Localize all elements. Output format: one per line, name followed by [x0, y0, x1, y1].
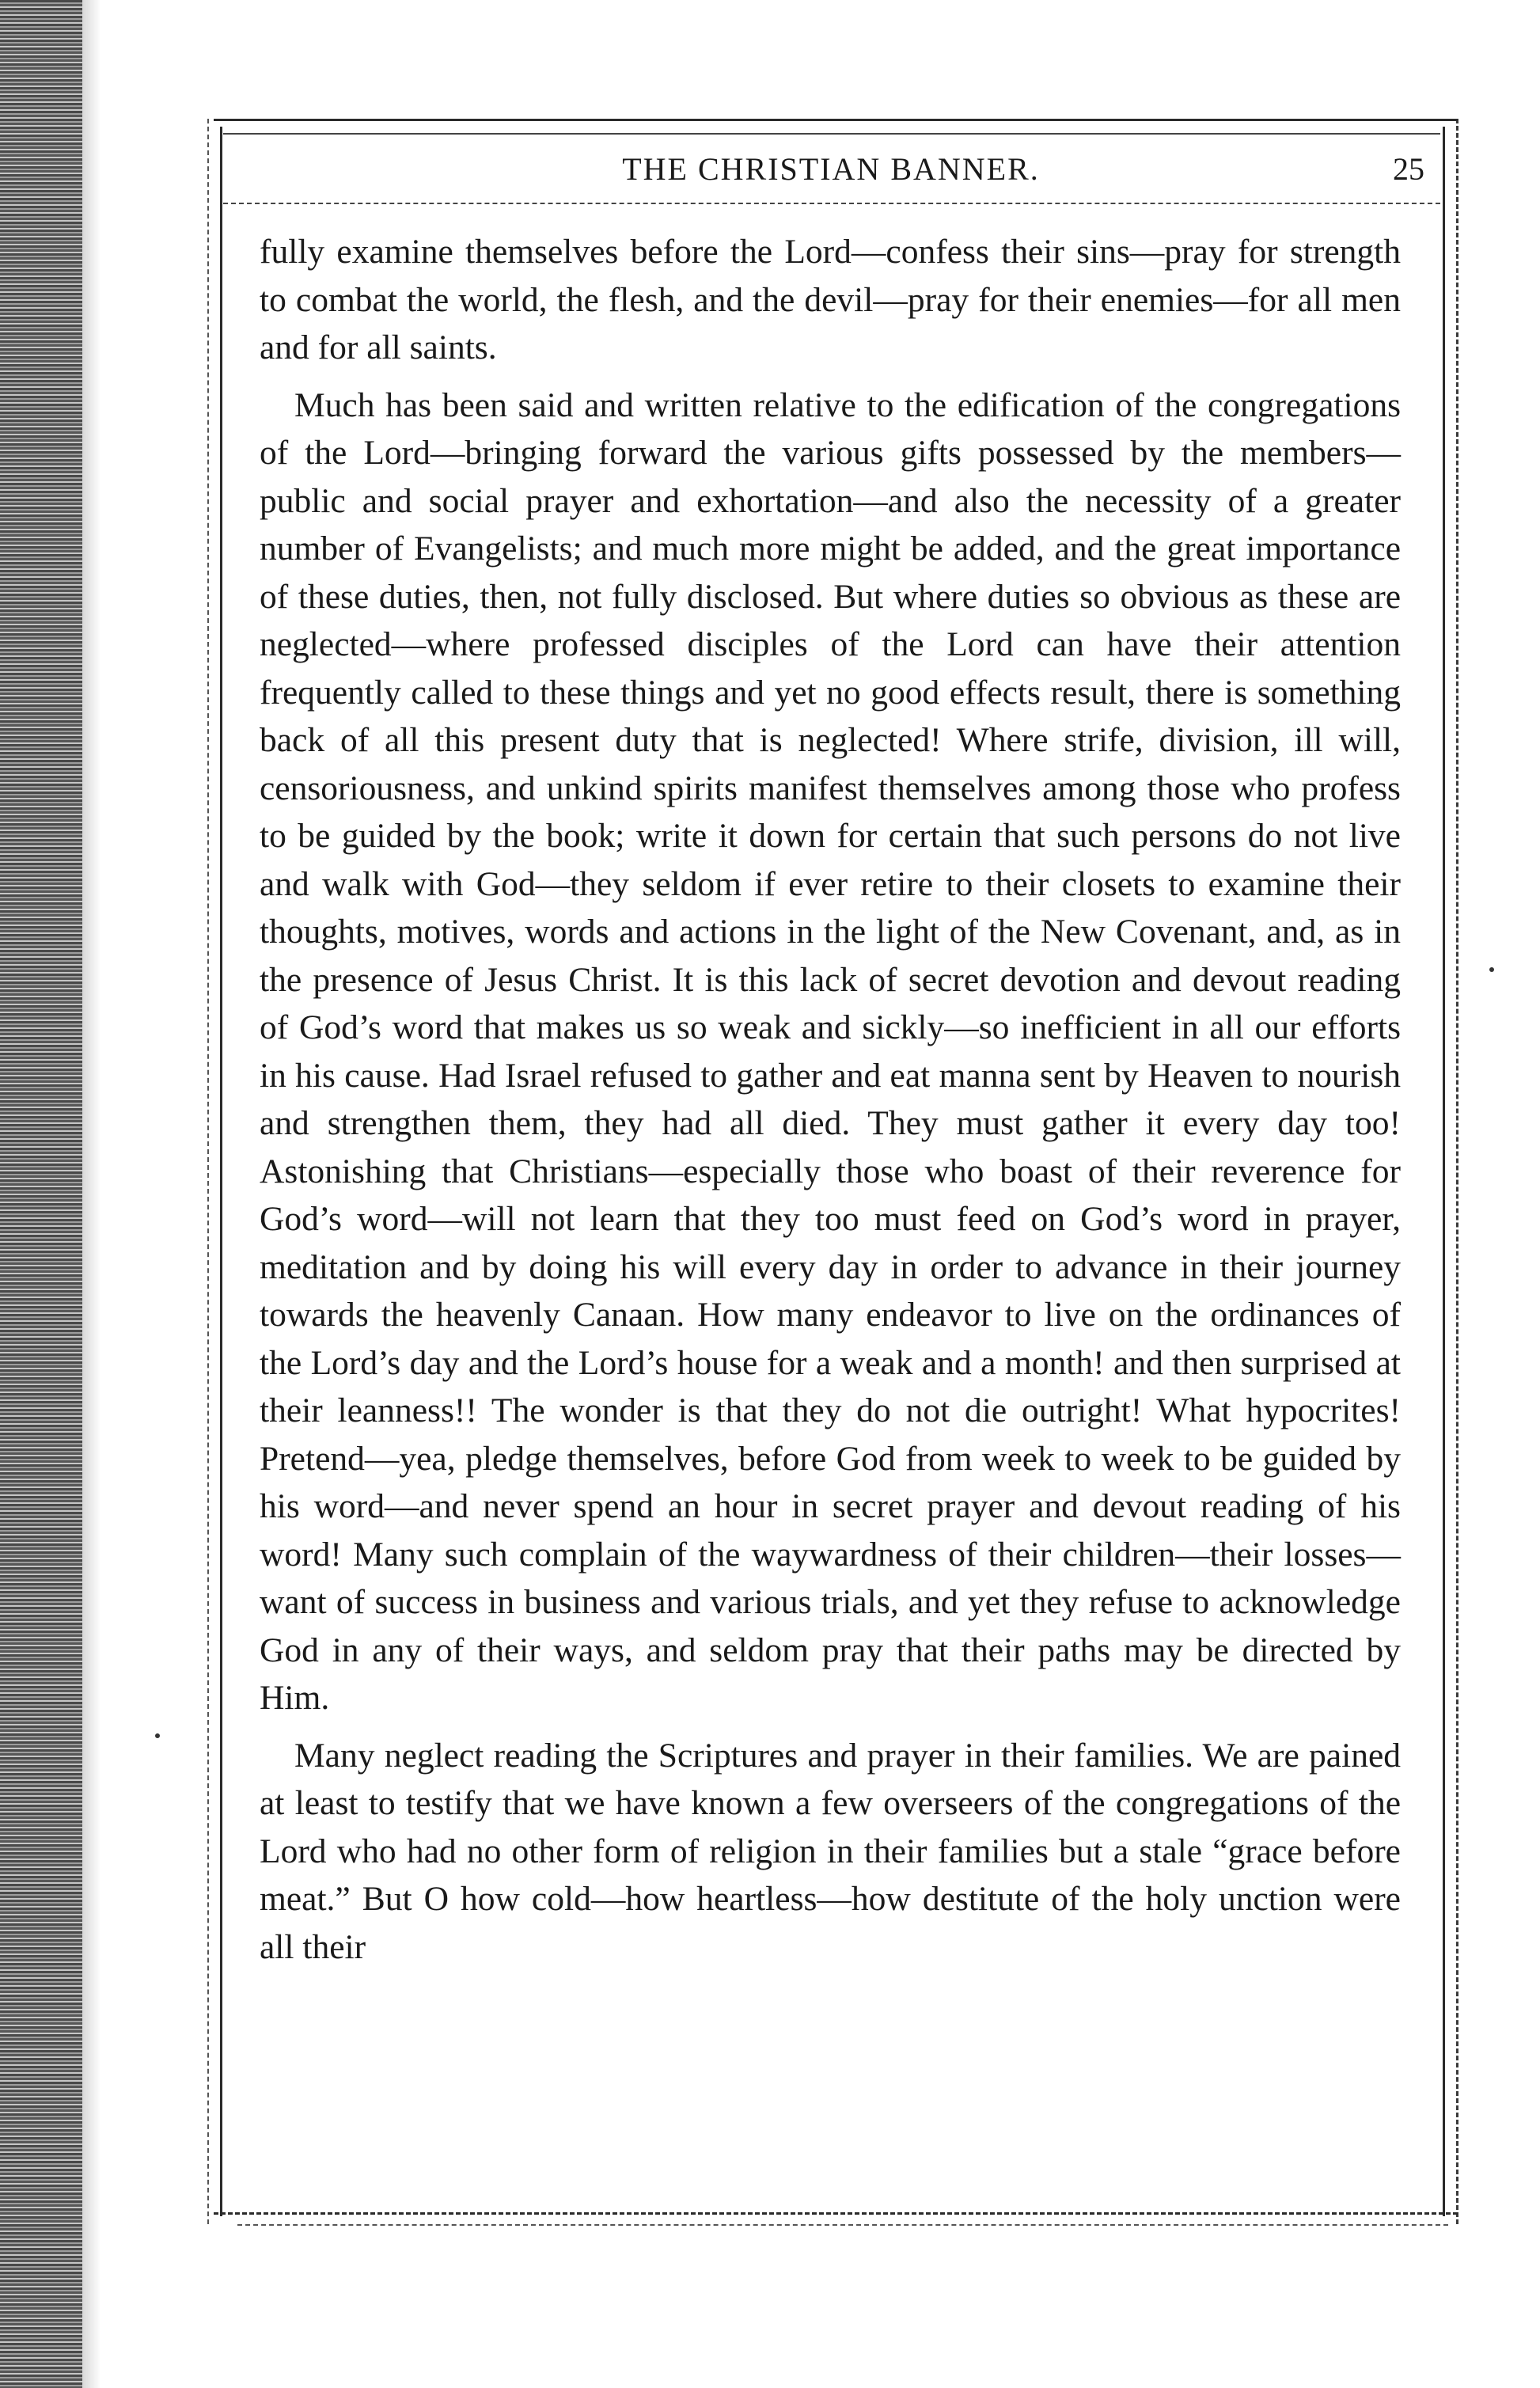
print-speck: [1489, 967, 1494, 972]
paragraph-continued: fully examine themselves before the Lord—confess their sins—pray for strength to combat the world, the flesh, and the devil—pray for their enemies—for all men and for all saints.: [260, 233, 1401, 366]
bottom-inner-rule: [237, 2224, 1448, 2226]
top-inner-rule: [223, 133, 1440, 135]
frame-outer-right-rule: [1456, 119, 1458, 2224]
page-number: 25: [1393, 151, 1424, 187]
bottom-rule: [214, 2212, 1458, 2215]
top-rule: [214, 119, 1458, 121]
paragraph-edification: Much has been said and written relative to the edification of the congregations of the Lord—bringing forward the various gifts possessed by the members—public and social prayer and exhortation—and also the necessity of a greater number of Evangelists; and much more might be added, and the great importance of these duties, then, not fully disclosed. But where duties so obvious as these are neglected—where professed disciples of the Lord can have their attention frequently called to these things and yet no good effects result, there is something back of all this present duty that is neglected! Where strife, division, ill will, censoriousness, and unkind spirits manifest themselves among those who profess to be guided by the book; write it down for certain that such persons do not live and walk with God—they seldom if ever retire to their closets to examine their thoughts, motives, words and actions in the light of the New Covenant, and, as in the presence of Jesus Christ. It is this lack of secret devotion and devout reading of God’s word that makes us so weak and sickly—so inefficient in all our efforts in his cause. Had Israel refused to gather and eat manna sent by Heaven to nourish and strengthen them, they had all died. They must gather it every day too! Astonishing that Christians—especially those who boast of their reverence for God’s word—will not learn that they too must feed on God’s word in prayer, meditation and by doing his will every day in order to advance in their journey towards the heavenly Canaan. How many endeavor to live on the ordinances of the Lord’s day and the Lord’s house for a weak and a month! and then surprised at their leanness!! The wonder is that they do not die outright! What hypocrites! Pretend—yea, pledge themselves, before God from week to week to be guided by his word—and never spend an hour in secret prayer and devout reading of his word! Many such complain of the waywardness of their children—their losses—want of success in business and various trials, and yet they refuse to acknowledge God in any of their ways, and seldom pray that their paths may be directed by Him.: [260, 385, 1401, 1717]
paragraph-family-worship: Many neglect reading the Scriptures and prayer in their families. We are pained at least to testify that we have known a few overseers of the congregations of the Lord who had no other form of religion in their families but a stale “grace before meat.” But O how cold—how heartless—how destitute of the holy unction were all their: [260, 1736, 1401, 1966]
page-header: [237, 147, 1424, 195]
frame-outer-left-rule: [207, 119, 209, 2224]
article-text: [260, 228, 1401, 1971]
header-rule: [223, 203, 1440, 204]
binding-edge: [0, 0, 82, 2388]
running-title: THE CHRISTIAN BANNER.: [622, 151, 1040, 187]
print-speck: [155, 1733, 160, 1738]
